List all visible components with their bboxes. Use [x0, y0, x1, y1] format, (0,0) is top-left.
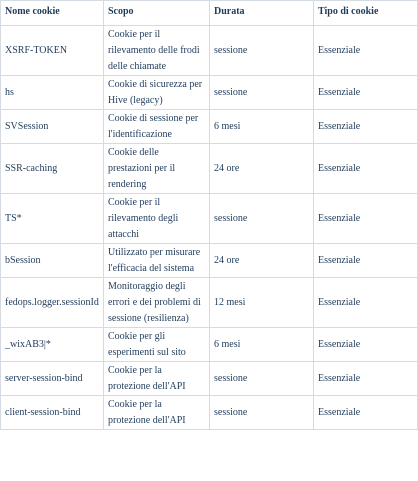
- purpose-line: Cookie di sessione per: [108, 112, 199, 124]
- cookie-name-cell: TS*: [1, 194, 104, 244]
- cookie-type-cell: Essenziale: [314, 194, 418, 244]
- table-row: [1, 144, 418, 194]
- header-duration: Durata: [210, 1, 314, 26]
- table-row: [1, 328, 418, 362]
- cookie-name-cell: _wixAB3|*: [1, 328, 104, 362]
- table-row: [1, 26, 418, 76]
- header-cookie-name: Nome cookie: [1, 1, 104, 26]
- cookie-type-cell: Essenziale: [314, 244, 418, 278]
- purpose-line: delle chiamate: [108, 60, 167, 72]
- cookie-duration-cell: sessione: [210, 76, 314, 110]
- cookie-type-cell: Essenziale: [314, 328, 418, 362]
- purpose-line: Monitoraggio degli: [108, 280, 186, 292]
- cookie-type-cell: Essenziale: [314, 396, 418, 430]
- cookie-duration-cell: 24 ore: [210, 144, 314, 194]
- cookie-duration-cell: sessione: [210, 362, 314, 396]
- purpose-line: rendering: [108, 178, 147, 190]
- cookie-purpose-cell: [104, 328, 210, 362]
- cookie-name-cell: hs: [1, 76, 104, 110]
- table-row: [1, 110, 418, 144]
- purpose-line: attacchi: [108, 228, 140, 240]
- purpose-line: errori e dei problemi di: [108, 296, 201, 308]
- cookie-duration-cell: sessione: [210, 396, 314, 430]
- cookie-type-cell: Essenziale: [314, 278, 418, 328]
- cookie-duration-cell: sessione: [210, 26, 314, 76]
- purpose-line: Cookie delle: [108, 146, 159, 158]
- purpose-line: Cookie per il: [108, 196, 161, 208]
- table-row: [1, 396, 418, 430]
- header-purpose: Scopo: [104, 1, 210, 26]
- cookie-duration-cell: 6 mesi: [210, 328, 314, 362]
- cookie-type-cell: Essenziale: [314, 26, 418, 76]
- table-row: [1, 244, 418, 278]
- cookie-duration-cell: sessione: [210, 194, 314, 244]
- cookie-name-cell: server-session-bind: [1, 362, 104, 396]
- purpose-line: l'efficacia del sistema: [108, 262, 195, 274]
- cookie-purpose-cell: [104, 76, 210, 110]
- cookie-duration-cell: 24 ore: [210, 244, 314, 278]
- table-header-row: [1, 1, 418, 26]
- table-row: [1, 362, 418, 396]
- purpose-line: Cookie di sicurezza per: [108, 78, 203, 90]
- purpose-line: sessione (resilienza): [108, 312, 189, 324]
- purpose-line: Utilizzato per misurare: [108, 246, 201, 258]
- purpose-line: Cookie per la: [108, 364, 162, 376]
- purpose-line: prestazioni per il: [108, 162, 176, 174]
- cookie-name-cell: fedops.logger.sessionId: [1, 278, 104, 328]
- cookie-duration-cell: 12 mesi: [210, 278, 314, 328]
- cookie-purpose-cell: [104, 110, 210, 144]
- cookie-type-cell: Essenziale: [314, 110, 418, 144]
- purpose-line: rilevamento degli: [108, 212, 179, 224]
- purpose-line: l'identificazione: [108, 128, 172, 140]
- cookie-purpose-cell: [104, 244, 210, 278]
- purpose-line: Cookie per il: [108, 28, 161, 40]
- cookie-purpose-cell: [104, 396, 210, 430]
- cookie-purpose-cell: [104, 362, 210, 396]
- cookie-name-cell: SSR-caching: [1, 144, 104, 194]
- cookie-rows: [1, 26, 418, 430]
- purpose-line: rilevamento delle frodi: [108, 44, 200, 56]
- table-row: [1, 76, 418, 110]
- cookie-type-cell: Essenziale: [314, 362, 418, 396]
- cookie-duration-cell: 6 mesi: [210, 110, 314, 144]
- header-cookie-type: Tipo di cookie: [314, 1, 418, 26]
- cookie-purpose-cell: [104, 278, 210, 328]
- cookie-name-cell: SVSession: [1, 110, 104, 144]
- cookie-type-cell: Essenziale: [314, 76, 418, 110]
- cookie-purpose-cell: [104, 26, 210, 76]
- cookie-name-cell: XSRF-TOKEN: [1, 26, 104, 76]
- purpose-line: Hive (legacy): [108, 94, 163, 106]
- cookie-purpose-cell: [104, 194, 210, 244]
- purpose-line: Cookie per gli: [108, 330, 166, 342]
- table-row: [1, 194, 418, 244]
- purpose-line: Cookie per la: [108, 398, 162, 410]
- cookie-name-cell: client-session-bind: [1, 396, 104, 430]
- cookie-name-cell: bSession: [1, 244, 104, 278]
- cookie-type-cell: Essenziale: [314, 144, 418, 194]
- purpose-line: protezione dell'API: [108, 414, 186, 426]
- cookie-purpose-cell: [104, 144, 210, 194]
- table-row: [1, 278, 418, 328]
- purpose-line: esperimenti sul sito: [108, 346, 186, 358]
- purpose-line: protezione dell'API: [108, 380, 186, 392]
